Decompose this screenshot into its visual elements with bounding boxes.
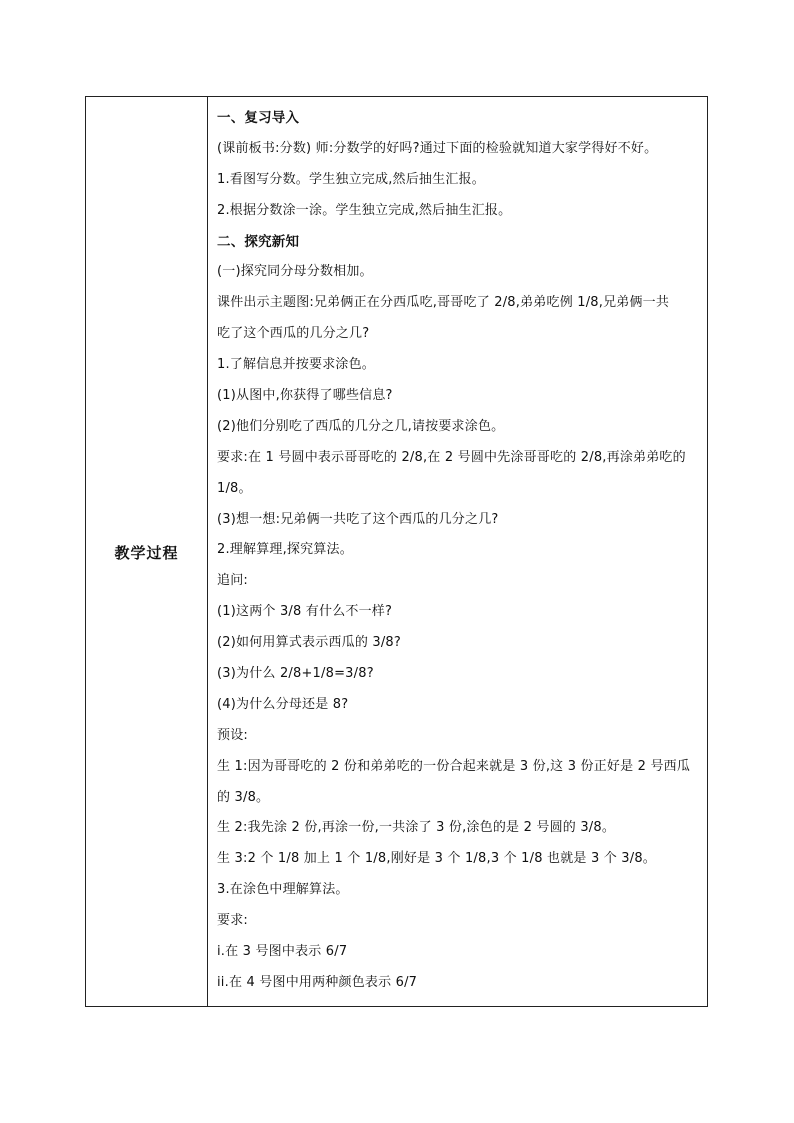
content-line: 生 2:我先涂 2 份,再涂一份,一共涂了 3 份,涂色的是 2 号圆的 3/8。 [217,820,616,836]
content-line: (1)这两个 3/8 有什么不一样? [217,604,393,620]
content-line: 2.根据分数涂一涂。学生独立完成,然后抽生汇报。 [217,202,512,218]
section-label-cell [86,97,207,1006]
content-line: 课件出示主题图:兄弟俩正在分西瓜吃,哥哥吃了 2/8,弟弟吃例 1/8,兄弟俩一共 [217,295,670,311]
content-line: 1.看图写分数。学生独立完成,然后抽生汇报。 [217,171,485,187]
content-line: (2)如何用算式表示西瓜的 3/8? [217,635,401,651]
content-line: (4)为什么分母还是 8? [217,696,349,712]
content-line: (1)从图中,你获得了哪些信息? [217,388,393,404]
content-line: ii.在 4 号图中用两种颜色表示 6/7 [217,974,418,990]
content-line: 吃了这个西瓜的几分之几? [217,326,370,342]
content-line: 1.了解信息并按要求涂色。 [217,357,376,373]
content-line: 的 3/8。 [217,789,270,805]
content-line: (3)想一想:兄弟俩一共吃了这个西瓜的几分之几? [217,511,499,527]
lesson-content-cell [217,103,699,999]
content-line: 3.在涂色中理解算法。 [217,882,349,898]
content-line: 1/8。 [217,480,252,496]
content-line: i.在 3 号图中表示 6/7 [217,944,348,960]
lesson-table [85,96,708,1007]
content-line: (3)为什么 2/8+1/8=3/8? [217,666,374,682]
content-line: 追问: [217,573,248,589]
content-line: 生 1:因为哥哥吃的 2 份和弟弟吃的一份合起来就是 3 份,这 3 份正好是 2 号西瓜 [217,758,691,774]
section-heading: 一、复习导入 [217,110,300,126]
content-line: 要求: [217,913,248,929]
content-line: 生 3:2 个 1/8 加上 1 个 1/8,刚好是 3 个 1/8,3 个 1/8 也就是 3 个 3/8。 [217,851,656,867]
column-divider [207,97,208,1006]
content-line: (一)探究同分母分数相加。 [217,264,373,280]
content-line: 预设: [217,727,248,743]
content-line: 要求:在 1 号圆中表示哥哥吃的 2/8,在 2 号圆中先涂哥哥吃的 2/8,再涂弟弟吃的 [217,449,686,465]
section-label: 教学过程 [114,544,179,562]
content-line: (2)他们分别吃了西瓜的几分之几,请按要求涂色。 [217,418,505,434]
section-heading: 二、探究新知 [217,233,300,250]
content-line: 2.理解算理,探究算法。 [217,542,353,558]
content-line: (课前板书:分数) 师:分数学的好吗?通过下面的检验就知道大家学得好不好。 [217,140,658,156]
